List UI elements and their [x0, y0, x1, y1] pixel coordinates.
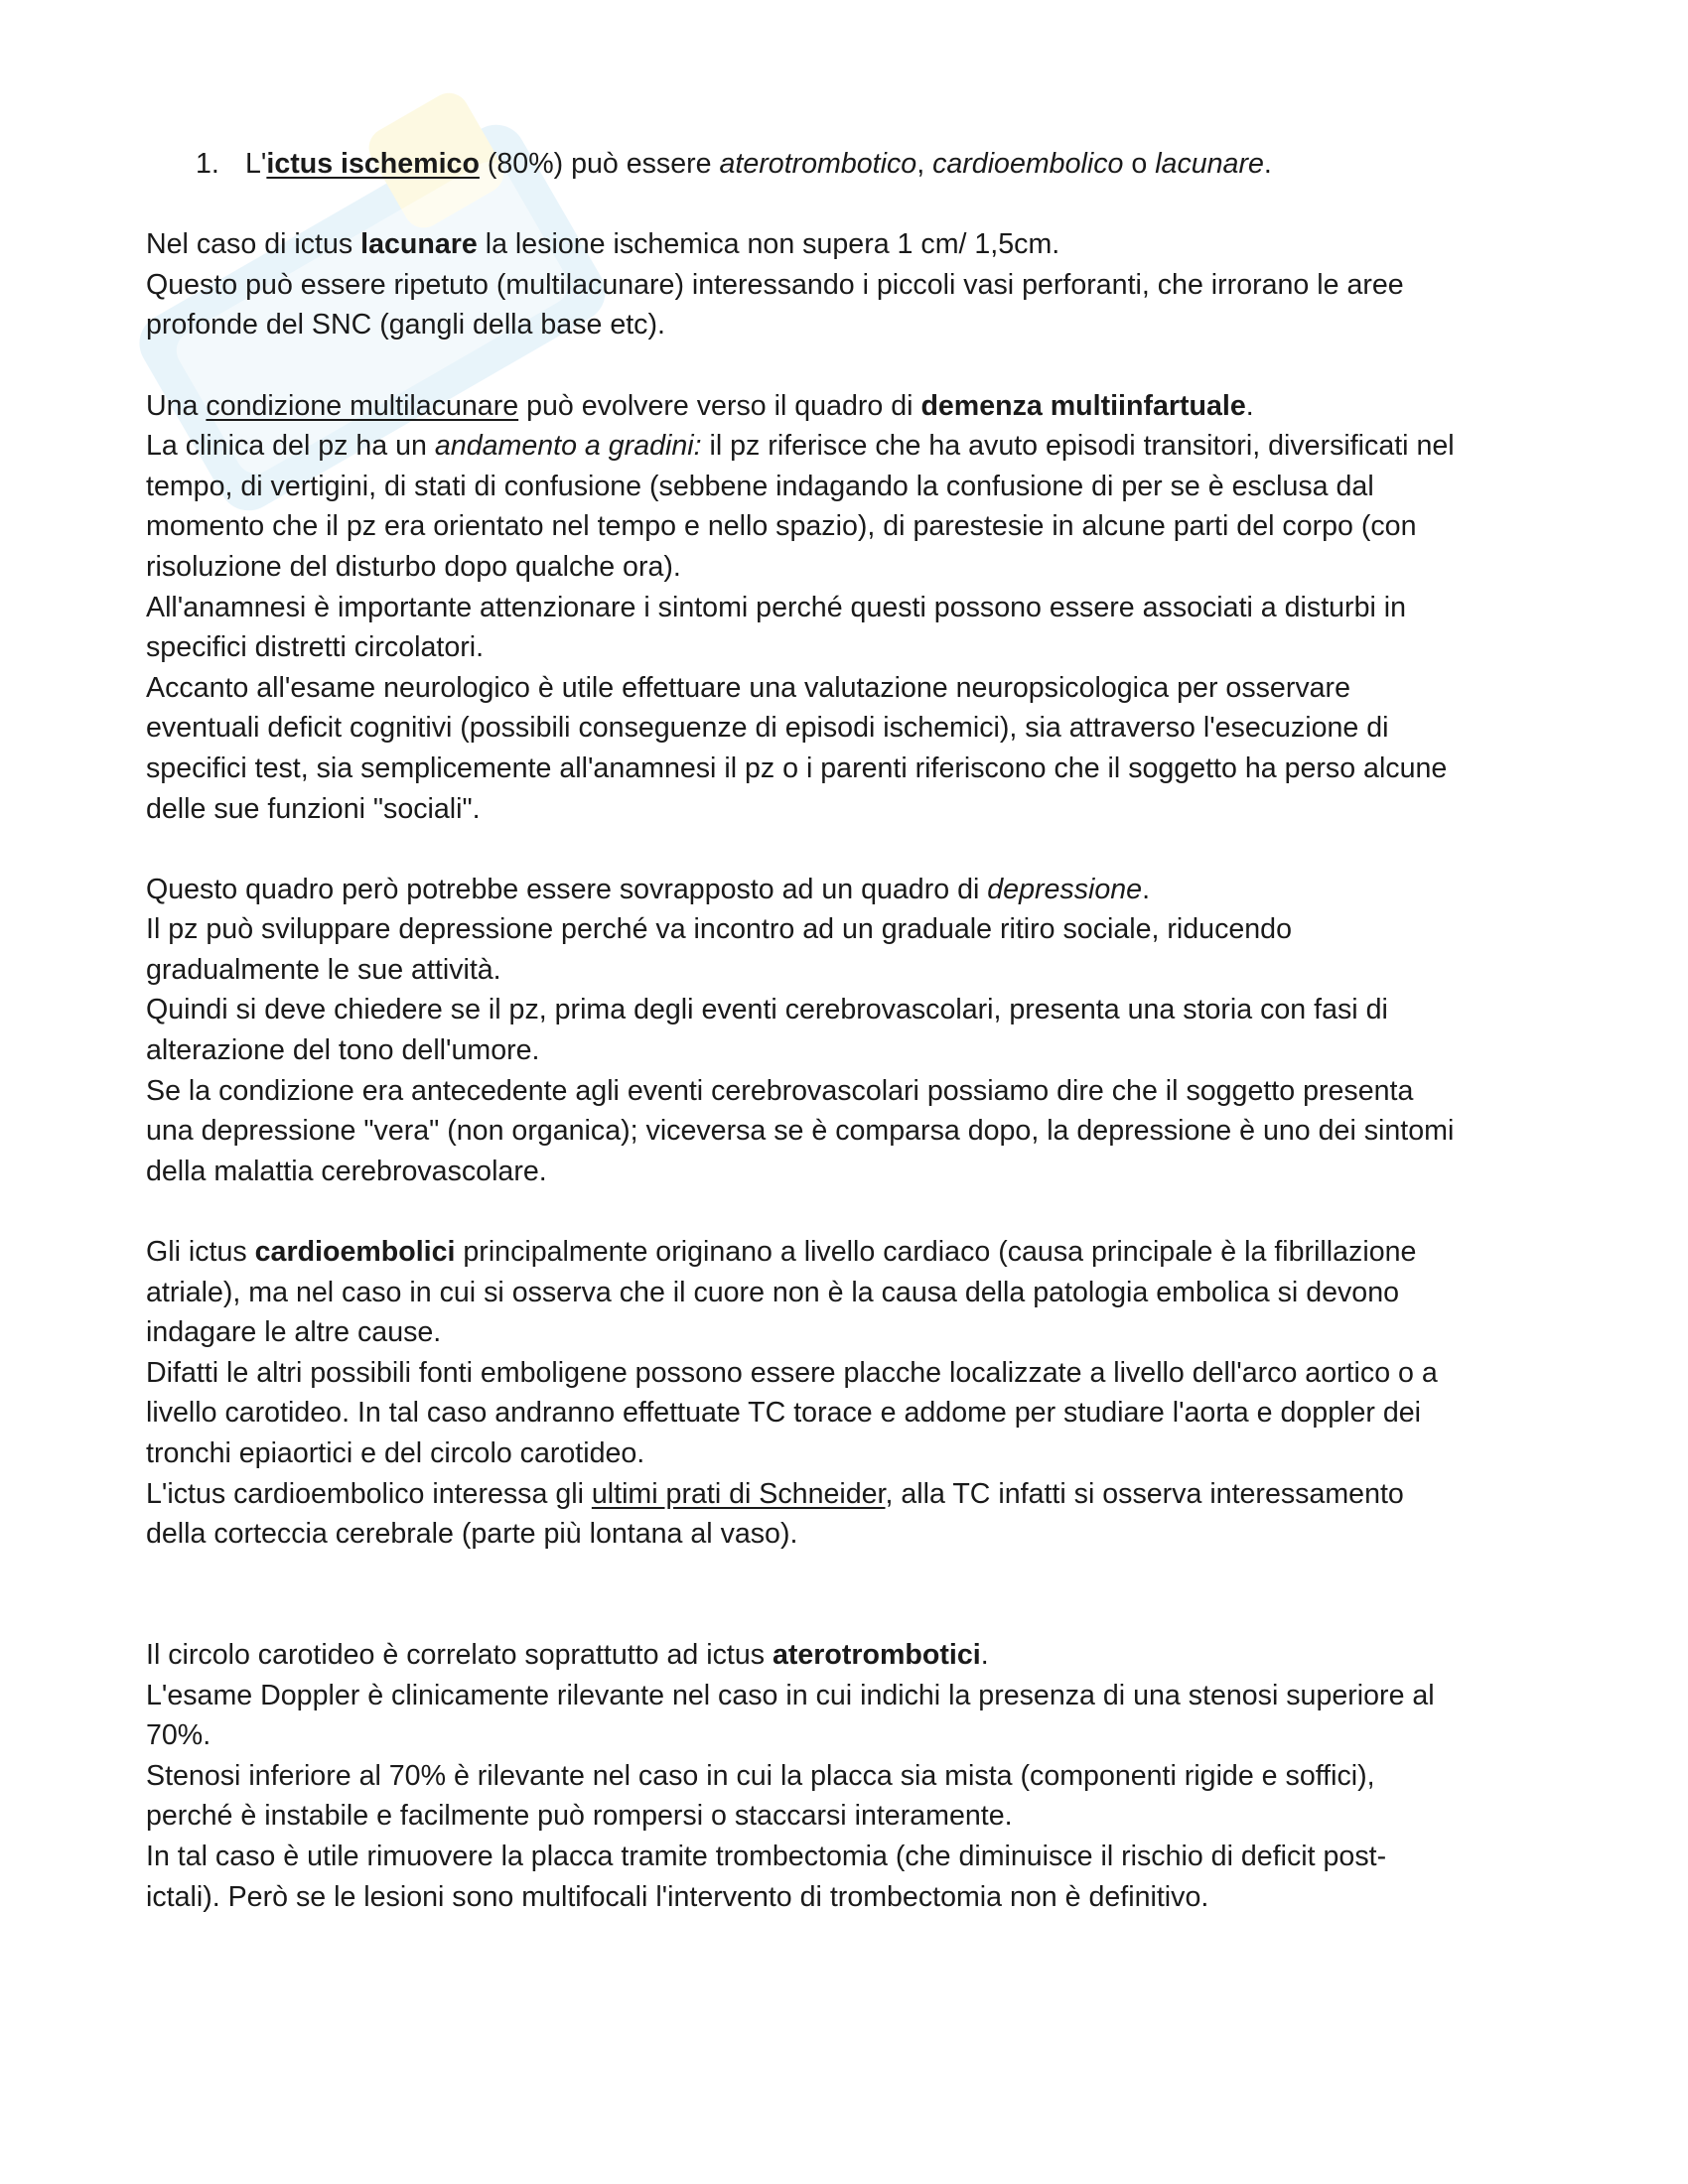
list-number: 1. [196, 148, 219, 180]
term-lacunare-bold: lacunare [360, 228, 478, 261]
paragraph-cardioembolic: Gli ictus cardioembolici principalmente originano a livello cardiaco (causa principale è la fibrillazione atriale), ma nel caso in cui si osserva che il cuore non è la causa della patologia embolica si devono indagare le altre cause. Difatti le altri possibili fonti emboligene possono essere placche localizzate a livello dell'arco aortico o a livello carotideo. In tal caso andranno effettuate TC torace e addome per studiare l'aorta e doppler dei tronchi epiaortici e del circolo carotideo. L'ictus cardioembolico interessa gli ultimi prati di Schneider, alla TC infatti si osserva interessamento della corteccia cerebrale (parte più lontana al vaso). [146, 1236, 1438, 1551]
list-item-ischemic-stroke: 1. L'ictus ischemico (80%) può essere aterotrombotico, cardioembolico o lacunare. [146, 144, 1556, 185]
term-depressione: depressione [987, 873, 1143, 905]
term-demenza-multiinfartuale: demenza multiinfartuale [920, 389, 1246, 422]
paragraph-atherothrombotic: Il circolo carotideo è correlato soprattutto ad ictus aterotrombotici. L'esame Doppler è clinicamente rilevante nel caso in cui indichi la presenza di una stenosi superiore al 70%. Stenosi inferiore al 70% è rilevante nel caso in cui la placca sia mista (componenti rigide e soffici), perché è instabile e facilmente può rompersi o staccarsi interamente. In tal caso è utile rimuovere la placca tramite trombectomia (che diminuisce il rischio di deficit post- ictali). Però se le lesioni sono multifocali l'intervento di trombectomia non è definitivo. [146, 1638, 1435, 1913]
term-ictus-ischemico: ictus ischemico [266, 148, 480, 180]
term-andamento-a-gradini: andamento a gradini: [434, 430, 702, 463]
paragraph-lacunar: Nel caso di ictus lacunare la lesione ischemica non supera 1 cm/ 1,5cm. Questo può essere ripetuto (multilacunare) interessando i piccoli vasi perforanti, che irrorano le aree profonde del SNC (gangli della base etc). [146, 228, 1404, 341]
paragraph-depression: Questo quadro però potrebbe essere sovrapposto ad un quadro di depressione. Il pz può sviluppare depressione perché va incontro ad un graduale ritiro sociale, riducendo gradualmente le sue attività. Quindi si deve chiedere se il pz, prima degli eventi cerebrovascolari, presenta una storia con fasi di alterazione del tono dell'umore. Se la condizione era antecedente agli eventi cerebrovascolari possiamo dire che il soggetto presenta una depressione "vera" (non organica); viceversa se è comparsa dopo, la depressione è uno dei sintomi della malattia cerebrovascolare. [146, 873, 1455, 1187]
paragraph-dementia: Una condizione multilacunare può evolvere verso il quadro di demenza multiinfartuale. La clinica del pz ha un andamento a gradini: il pz riferisce che ha avuto episodi transitori, diversificati nel tempo, di vertigini, di stati di confusione (sebbene indagando la confusione di per se è esclusa dal momento che il pz era orientato nel tempo e nello spazio), di parestesie in alcune parti del corpo (con risoluzione del disturbo dopo qualche ora). All'anamnesi è importante attenzionare i sintomi perché questi possono essere associati a disturbi in specifici distretti circolatori. Accanto all'esame neurologico è utile effettuare una valutazione neuropsicologica per osservare eventuali deficit cognitivi (possibili conseguenze di episodi ischemici), sia attraverso l'esecuzione di specifici test, sia semplicemente all'anamnesi il pz o i parenti riferiscono che il soggetto ha perso alcune delle sue funzioni "sociali". [146, 389, 1455, 825]
term-cardioembolico: cardioembolico [932, 148, 1124, 180]
document-body [146, 144, 1556, 1917]
term-lacunare: lacunare [1155, 148, 1264, 180]
term-cardioembolici: cardioembolici [254, 1236, 456, 1269]
term-ultimi-prati-di-schneider: ultimi prati di Schneider [591, 1477, 886, 1510]
term-condizione-multilacunare: condizione multilacunare [206, 389, 519, 422]
term-aterotrombotici: aterotrombotici [772, 1638, 981, 1671]
term-aterotrombotico: aterotrombotico [719, 148, 917, 180]
